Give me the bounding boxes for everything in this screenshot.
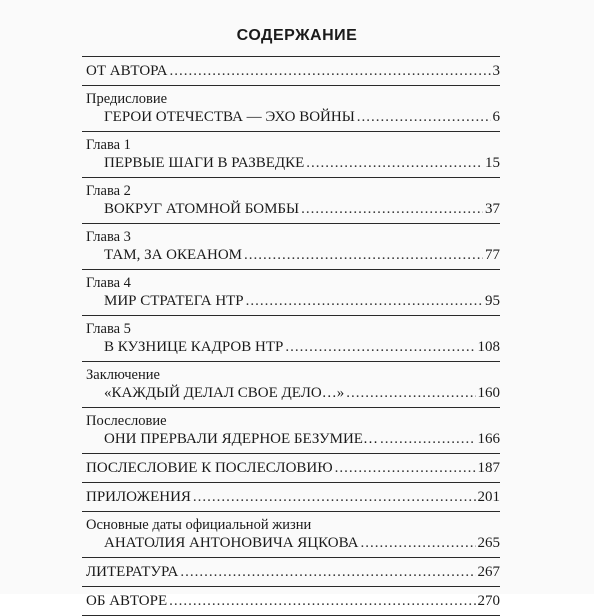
toc-entry-page-number: 37 bbox=[485, 201, 500, 217]
toc-entry-label: МИР СТРАТЕГА НТР bbox=[104, 293, 244, 309]
toc-entry-page-number: 267 bbox=[477, 564, 500, 580]
toc-entry bbox=[82, 178, 500, 224]
toc-entry-row bbox=[82, 292, 500, 311]
dot-leader bbox=[380, 430, 476, 449]
toc-entry bbox=[82, 483, 500, 512]
toc-entry-row bbox=[82, 108, 500, 127]
toc-entry bbox=[82, 408, 500, 454]
dot-leader bbox=[169, 592, 475, 611]
toc-entry-label: АНАТОЛИЯ АНТОНОВИЧА ЯЦКОВА bbox=[104, 535, 359, 551]
toc-entry bbox=[82, 558, 500, 587]
toc-entry-label: ЛИТЕРАТУРА bbox=[86, 564, 179, 580]
toc-entry-heading: Предисловие bbox=[86, 91, 168, 107]
toc-entry-page-number: 15 bbox=[485, 155, 500, 171]
toc-entry-label: В КУЗНИЦЕ КАДРОВ НТР bbox=[104, 339, 284, 355]
toc-entry-page-number: 265 bbox=[477, 535, 500, 551]
toc-entry-row bbox=[82, 563, 500, 582]
toc-entry-heading: Глава 5 bbox=[86, 321, 131, 337]
dot-leader bbox=[301, 200, 483, 219]
toc-entry-row bbox=[82, 534, 500, 553]
toc-entry-heading: Послесловие bbox=[86, 413, 167, 429]
toc-entry bbox=[82, 362, 500, 408]
dot-leader bbox=[346, 384, 475, 403]
toc-entry bbox=[82, 57, 500, 86]
toc-entry-row bbox=[82, 488, 500, 507]
toc-entry-label: ПРИЛОЖЕНИЯ bbox=[86, 489, 191, 505]
toc-entry-label: ПОСЛЕСЛОВИЕ К ПОСЛЕСЛОВИЮ bbox=[86, 460, 333, 476]
toc-entry bbox=[82, 316, 500, 362]
dot-leader bbox=[357, 108, 491, 127]
toc-entry bbox=[82, 224, 500, 270]
toc-entry-page-number: 201 bbox=[477, 489, 500, 505]
toc-entry bbox=[82, 512, 500, 558]
toc-entry-page-number: 270 bbox=[477, 593, 500, 609]
toc-entry-heading: Глава 4 bbox=[86, 275, 131, 291]
dot-leader bbox=[244, 246, 483, 265]
toc-entry-page-number: 95 bbox=[485, 293, 500, 309]
toc-entry-page-number: 166 bbox=[477, 431, 500, 447]
toc-entry-row bbox=[82, 154, 500, 173]
dot-leader bbox=[306, 154, 483, 173]
dot-leader bbox=[246, 292, 483, 311]
dot-leader bbox=[169, 62, 490, 81]
toc-entry-label: «КАЖДЫЙ ДЕЛАЛ СВОЕ ДЕЛО…» bbox=[104, 385, 345, 401]
toc-entry-heading: Глава 1 bbox=[86, 137, 131, 153]
toc-entry-heading: Основные даты официальной жизни bbox=[86, 517, 312, 533]
dot-leader bbox=[360, 534, 475, 553]
toc-entry-row bbox=[82, 459, 500, 478]
toc-entry-row bbox=[82, 338, 500, 357]
dot-leader bbox=[193, 488, 476, 507]
toc-entry bbox=[82, 132, 500, 178]
toc-entry bbox=[82, 270, 500, 316]
table-of-contents bbox=[82, 56, 500, 616]
toc-entry-page-number: 3 bbox=[492, 63, 500, 79]
dot-leader bbox=[285, 338, 475, 357]
toc-entry-page-number: 108 bbox=[477, 339, 500, 355]
toc-entry-heading: Глава 2 bbox=[86, 183, 131, 199]
toc-entry-page-number: 160 bbox=[477, 385, 500, 401]
dot-leader bbox=[180, 563, 475, 582]
toc-entry-label: ТАМ, ЗА ОКЕАНОМ bbox=[104, 247, 243, 263]
toc-entry-label: ОБ АВТОРЕ bbox=[86, 593, 168, 609]
toc-entry-label: ОТ АВТОРА bbox=[86, 63, 168, 79]
toc-entry-row bbox=[82, 430, 500, 449]
toc-entry-row bbox=[82, 592, 500, 611]
toc-entry-label: ПЕРВЫЕ ШАГИ В РАЗВЕДКЕ bbox=[104, 155, 305, 171]
dot-leader bbox=[335, 459, 476, 478]
toc-entry-label: ОНИ ПРЕРВАЛИ ЯДЕРНОЕ БЕЗУМИЕ… bbox=[104, 431, 378, 447]
toc-entry-row bbox=[82, 384, 500, 403]
toc-entry-row bbox=[82, 200, 500, 219]
toc-entry-label: ВОКРУГ АТОМНОЙ БОМБЫ bbox=[104, 201, 300, 217]
toc-entry bbox=[82, 86, 500, 132]
toc-entry-page-number: 6 bbox=[492, 109, 500, 125]
page-title: СОДЕРЖАНИЕ bbox=[236, 27, 358, 44]
toc-entry bbox=[82, 587, 500, 616]
toc-entry-page-number: 77 bbox=[485, 247, 500, 263]
toc-entry bbox=[82, 454, 500, 483]
toc-entry-page-number: 187 bbox=[477, 460, 500, 476]
toc-entry-heading: Глава 3 bbox=[86, 229, 131, 245]
toc-entry-heading: Заключение bbox=[86, 367, 160, 383]
toc-entry-label: ГЕРОИ ОТЕЧЕСТВА — ЭХО ВОЙНЫ bbox=[104, 109, 355, 125]
toc-entry-row bbox=[82, 246, 500, 265]
toc-entry-row bbox=[82, 62, 500, 81]
